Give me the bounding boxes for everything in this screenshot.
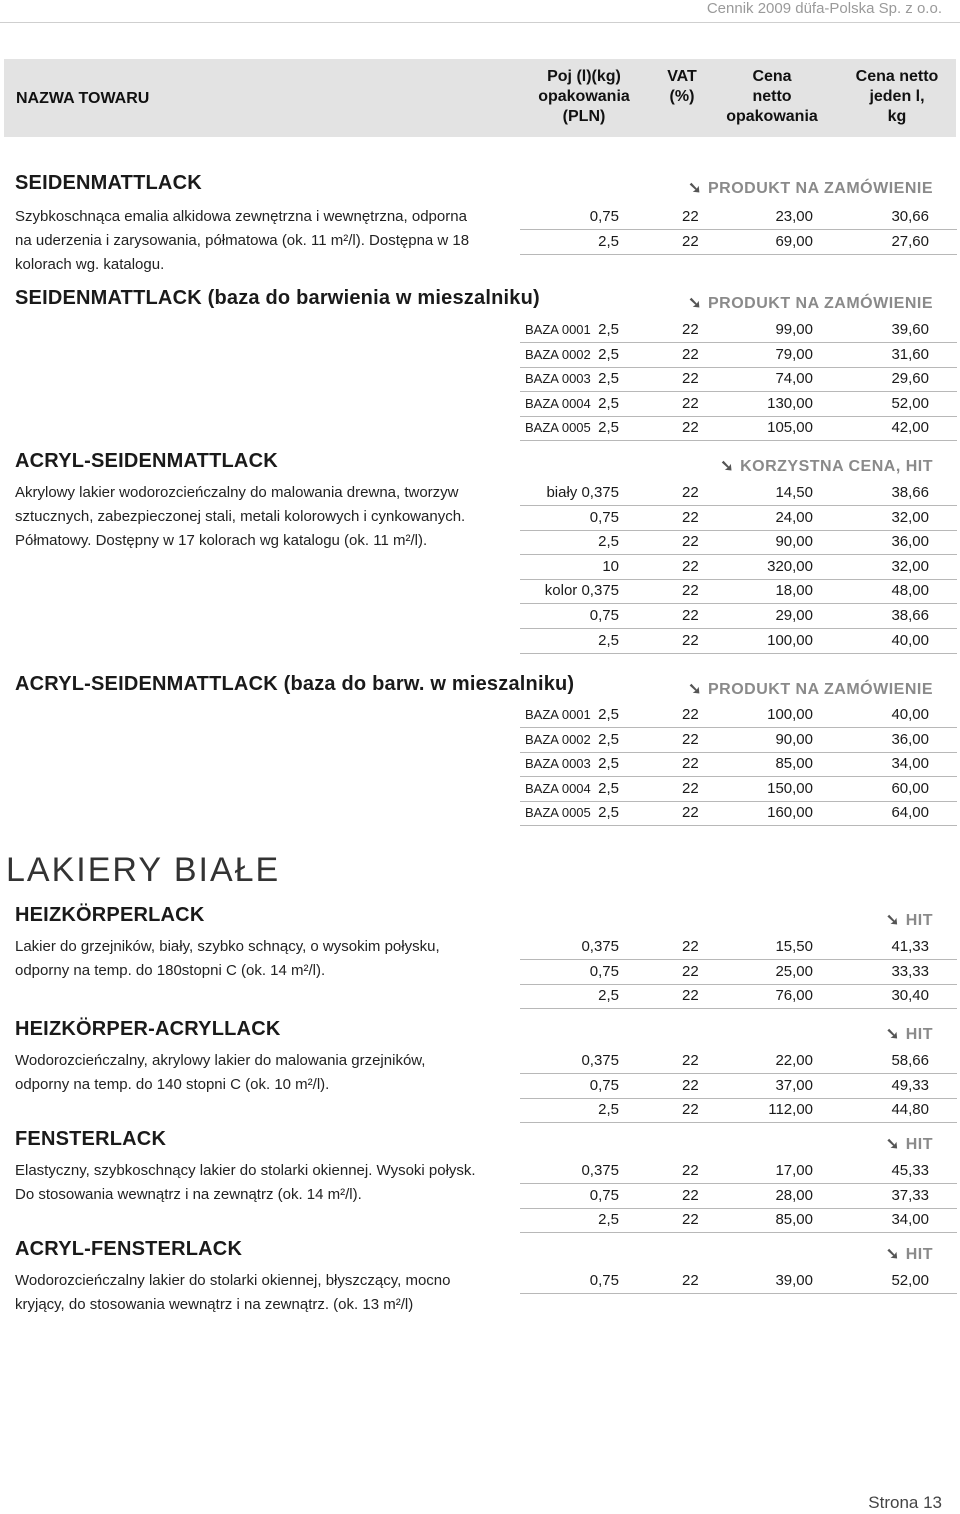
- arrow-down-right-icon: ➘: [688, 295, 702, 312]
- price-row: [520, 230, 957, 255]
- cell-price: 112,00: [768, 1101, 813, 1119]
- arrow-down-right-icon: ➘: [885, 1026, 900, 1043]
- product-description: [15, 935, 440, 983]
- cell-vat: 22: [682, 1076, 699, 1094]
- cell-volume: 2,5: [598, 779, 619, 797]
- section-title: ACRYL-SEIDENMATTLACK: [15, 450, 278, 472]
- variant-label: BAZA 0004: [525, 395, 591, 411]
- price-row: [520, 506, 957, 531]
- variant-label: BAZA 0002: [525, 731, 591, 747]
- th-poj-line: (PLN): [562, 108, 606, 125]
- th-cena-line: Cena: [752, 68, 792, 85]
- price-row: [520, 530, 957, 555]
- cell-price: 85,00: [775, 1211, 813, 1229]
- cell-volume: 2,5: [598, 1211, 619, 1229]
- cell-volume: 0,75: [589, 1272, 619, 1289]
- price-row: [520, 935, 957, 960]
- cell-price: 100,00: [767, 631, 813, 649]
- price-row: [520, 205, 957, 230]
- section-title: FENSTERLACK: [15, 1128, 167, 1150]
- top-rule: [0, 22, 960, 23]
- cell-price-per-unit: 33,33: [891, 962, 929, 980]
- cell-volume: 2,5: [598, 755, 619, 773]
- th-vat-line: (%): [669, 88, 695, 105]
- cell-price-per-unit: 31,60: [891, 345, 929, 363]
- arrow-down-right-icon: ➘: [688, 681, 702, 698]
- cell-vat: 22: [682, 345, 699, 363]
- cell-volume: 2,5: [598, 232, 619, 250]
- price-row: [520, 801, 957, 826]
- product-tag-label: HIT: [905, 1246, 933, 1263]
- cell-price: 85,00: [775, 755, 813, 773]
- cell-price-per-unit: 39,60: [891, 321, 929, 338]
- price-row: [520, 752, 957, 777]
- product-tag: [688, 178, 933, 198]
- price-row: [520, 984, 957, 1009]
- header-caption: Cennik 2009 düfa-Polska Sp. z o.o.: [706, 0, 942, 17]
- product-tag: [886, 1134, 933, 1154]
- description-line: na uderzenia i zarysowania, półmatowa (ok. 11 m²/l). Dostępna w 18: [15, 232, 470, 249]
- product-tag-label: HIT: [905, 1136, 933, 1153]
- cell-price-per-unit: 34,00: [891, 1211, 929, 1229]
- price-row: [520, 318, 957, 343]
- cell-volume: 2,5: [598, 730, 619, 748]
- product-description: [15, 205, 469, 277]
- th-cena-line: opakowania: [726, 108, 818, 125]
- price-row: [520, 555, 957, 580]
- cell-price: 29,00: [775, 607, 813, 624]
- cell-vat: 22: [682, 1186, 699, 1204]
- product-tag-label: HIT: [905, 912, 933, 929]
- variant-label: BAZA 0004: [525, 780, 591, 796]
- th-cena-kg-line: jeden l,: [869, 88, 925, 105]
- price-row: [520, 960, 957, 985]
- cell-price-per-unit: 29,60: [891, 370, 929, 388]
- cell-vat: 22: [682, 208, 699, 225]
- cell-volume: 0,375: [581, 938, 619, 955]
- description-line: kolorach wg. katalogu.: [15, 256, 165, 273]
- cell-price: 22,00: [775, 1052, 813, 1069]
- th-cena-line: netto: [752, 88, 792, 105]
- product-description: [15, 481, 465, 553]
- cell-price: 90,00: [775, 730, 813, 748]
- price-row: [520, 604, 957, 629]
- cell-price-per-unit: 42,00: [891, 419, 929, 437]
- cell-vat: 22: [682, 1211, 699, 1229]
- cell-volume: biały 0,375: [546, 484, 619, 501]
- description-line: Akrylowy lakier wodorozcieńczalny do malowania drewna, tworzyw: [15, 484, 459, 501]
- variant-label: BAZA 0001: [525, 707, 591, 722]
- cell-price: 39,00: [775, 1272, 813, 1289]
- product-tag-label: PRODUKT NA ZAMÓWIENIE: [707, 180, 933, 197]
- cell-volume: 2,5: [598, 987, 619, 1005]
- cell-price: 79,00: [775, 345, 813, 363]
- cell-vat: 22: [682, 533, 699, 551]
- price-row: [520, 367, 957, 392]
- cell-price: 17,00: [775, 1162, 813, 1179]
- price-row: [520, 343, 957, 368]
- cell-price: 100,00: [767, 706, 813, 723]
- cell-price-per-unit: 52,00: [891, 394, 929, 412]
- cell-price: 150,00: [767, 779, 813, 797]
- cell-price-per-unit: 37,33: [891, 1186, 929, 1204]
- cell-vat: 22: [682, 370, 699, 388]
- cell-price-per-unit: 44,80: [891, 1101, 929, 1119]
- cell-vat: 22: [682, 394, 699, 412]
- cell-price: 18,00: [775, 582, 813, 600]
- cell-volume: 0,75: [589, 1076, 619, 1094]
- cell-price-per-unit: 32,00: [891, 508, 929, 526]
- product-description: [15, 1269, 450, 1317]
- cell-price: 23,00: [775, 208, 813, 225]
- th-cena-kg: [840, 67, 954, 127]
- cell-price: 130,00: [767, 394, 813, 412]
- cell-vat: 22: [682, 1052, 699, 1069]
- cell-price-per-unit: 48,00: [891, 582, 929, 600]
- price-row: [520, 392, 957, 417]
- variant-label: BAZA 0005: [525, 805, 591, 821]
- variant-label: BAZA 0001: [525, 322, 591, 337]
- product-tag-label: PRODUKT NA ZAMÓWIENIE: [707, 681, 933, 698]
- description-line: Do stosowania wewnątrz i na zewnątrz (ok. 14 m²/l).: [15, 1186, 362, 1203]
- cell-vat: 22: [682, 938, 699, 955]
- cell-price: 90,00: [775, 533, 813, 551]
- cell-price-per-unit: 30,66: [891, 208, 929, 225]
- description-line: odporny na temp. do 140 stopni C (ok. 10 m²/l).: [15, 1076, 330, 1093]
- price-row: [520, 1074, 957, 1099]
- arrow-down-right-icon: ➘: [885, 912, 900, 929]
- price-row: [520, 1049, 957, 1074]
- cell-vat: 22: [682, 730, 699, 748]
- description-line: odporny na temp. do 180stopni C (ok. 14 m²/l).: [15, 962, 326, 979]
- description-line: Półmatowy. Dostępny w 17 kolorach wg katalogu (ok. 11 m²/l).: [15, 532, 428, 549]
- cell-volume: 0,75: [589, 962, 619, 980]
- cell-volume: 2,5: [598, 804, 619, 822]
- cell-price-per-unit: 52,00: [891, 1272, 929, 1289]
- cell-vat: 22: [682, 706, 699, 723]
- cell-price: 99,00: [775, 321, 813, 338]
- cell-price-per-unit: 38,66: [891, 484, 929, 501]
- section-title: HEIZKÖRPER-ACRYLLACK: [15, 1018, 281, 1040]
- cell-vat: 22: [682, 557, 699, 575]
- cell-price: 160,00: [767, 804, 813, 822]
- cell-vat: 22: [682, 962, 699, 980]
- cell-price-per-unit: 64,00: [891, 804, 929, 822]
- cell-vat: 22: [682, 631, 699, 649]
- description-line: sztucznych, zabezpieczonej stali, metali kolorowych i cynkowanych.: [15, 508, 466, 525]
- description-line: Lakier do grzejników, biały, szybko schnący, o wysokim połysku,: [15, 938, 440, 955]
- variant-label: BAZA 0005: [525, 420, 591, 436]
- product-tag: [886, 1244, 933, 1264]
- cell-vat: 22: [682, 582, 699, 600]
- cell-price: 320,00: [767, 557, 813, 575]
- cell-price-per-unit: 38,66: [891, 607, 929, 624]
- cell-price: 37,00: [775, 1076, 813, 1094]
- product-description: [15, 1049, 425, 1097]
- category-title: LAKIERY BIAŁE: [6, 851, 281, 889]
- th-vat: [654, 67, 710, 107]
- cell-volume: 2,5: [598, 321, 619, 338]
- price-row: [520, 728, 957, 753]
- cell-price: 28,00: [775, 1186, 813, 1204]
- cell-vat: 22: [682, 484, 699, 501]
- cell-price: 69,00: [775, 232, 813, 250]
- section-title: SEIDENMATTLACK (baza do barwienia w mieszalniku): [15, 287, 540, 309]
- cell-price: 105,00: [767, 419, 813, 437]
- cell-volume: 2,5: [598, 533, 619, 551]
- product-tag: [720, 456, 933, 476]
- th-cena: [710, 67, 834, 127]
- price-row: [520, 481, 957, 506]
- price-row: [520, 579, 957, 604]
- price-row: [520, 629, 957, 654]
- cell-volume: 2,5: [598, 345, 619, 363]
- cell-vat: 22: [682, 321, 699, 338]
- cell-volume: 2,5: [598, 370, 619, 388]
- cell-volume: 0,75: [589, 607, 619, 624]
- cell-price-per-unit: 41,33: [891, 938, 929, 955]
- price-row: [520, 1159, 957, 1184]
- variant-label: BAZA 0003: [525, 756, 591, 772]
- cell-volume: kolor 0,375: [544, 582, 619, 600]
- cell-vat: 22: [682, 779, 699, 797]
- cell-price: 15,50: [775, 938, 813, 955]
- th-poj: [524, 67, 644, 127]
- price-row: [520, 1208, 957, 1233]
- cell-vat: 22: [682, 232, 699, 250]
- cell-price-per-unit: 49,33: [891, 1076, 929, 1094]
- arrow-down-right-icon: ➘: [885, 1136, 900, 1153]
- th-poj-line: Poj (l)(kg): [547, 68, 621, 85]
- price-row: [520, 703, 957, 728]
- product-tag: [688, 293, 933, 313]
- cell-volume: 10: [602, 557, 619, 575]
- price-row: [520, 1269, 957, 1294]
- cell-volume: 0,75: [589, 508, 619, 526]
- description-line: Wodorozcieńczalny lakier do stolarki okiennej, błyszczący, mocno: [15, 1272, 451, 1289]
- cell-vat: 22: [682, 1272, 699, 1289]
- cell-vat: 22: [682, 508, 699, 526]
- cell-price-per-unit: 36,00: [891, 533, 929, 551]
- price-row: [520, 416, 957, 441]
- cell-vat: 22: [682, 607, 699, 624]
- cell-vat: 22: [682, 419, 699, 437]
- product-tag: [688, 679, 933, 699]
- description-line: Wodorozcieńczalny, akrylowy lakier do malowania grzejników,: [15, 1052, 426, 1069]
- cell-volume: 2,5: [598, 419, 619, 437]
- page-number: Strona 13: [868, 1493, 942, 1512]
- variant-label: BAZA 0003: [525, 371, 591, 387]
- cell-price-per-unit: 58,66: [891, 1052, 929, 1069]
- cell-price: 76,00: [775, 987, 813, 1005]
- cell-volume: 0,75: [589, 208, 619, 225]
- cell-price-per-unit: 27,60: [891, 232, 929, 250]
- cell-price-per-unit: 40,00: [891, 706, 929, 723]
- cell-volume: 2,5: [598, 706, 619, 723]
- cell-volume: 2,5: [598, 394, 619, 412]
- cell-price-per-unit: 34,00: [891, 755, 929, 773]
- cell-vat: 22: [682, 804, 699, 822]
- product-description: [15, 1159, 476, 1207]
- cell-price: 74,00: [775, 370, 813, 388]
- arrow-down-right-icon: ➘: [688, 180, 702, 197]
- arrow-down-right-icon: ➘: [720, 458, 735, 475]
- cell-vat: 22: [682, 1162, 699, 1179]
- description-line: Elastyczny, szybkoschnący lakier do stolarki okiennej. Wysoki połysk.: [15, 1162, 476, 1179]
- th-cena-kg-line: kg: [887, 108, 907, 125]
- cell-price: 25,00: [775, 962, 813, 980]
- product-tag: [886, 1024, 933, 1044]
- cell-volume: 0,375: [581, 1162, 619, 1179]
- cell-vat: 22: [682, 1101, 699, 1119]
- cell-volume: 2,5: [598, 631, 619, 649]
- th-cena-kg-line: Cena netto: [855, 68, 939, 85]
- cell-volume: 0,375: [581, 1052, 619, 1069]
- cell-price-per-unit: 45,33: [891, 1162, 929, 1179]
- price-row: [520, 1184, 957, 1209]
- table-header: [4, 59, 956, 137]
- cell-vat: 22: [682, 987, 699, 1005]
- th-poj-line: opakowania: [538, 88, 630, 105]
- cell-volume: 0,75: [589, 1186, 619, 1204]
- cell-price-per-unit: 40,00: [891, 631, 929, 649]
- product-tag: [886, 910, 933, 930]
- th-vat-line: VAT: [667, 68, 697, 85]
- section-title: ACRYL-FENSTERLACK: [15, 1238, 243, 1260]
- product-tag-label: KORZYSTNA CENA, HIT: [740, 458, 933, 475]
- product-tag-label: PRODUKT NA ZAMÓWIENIE: [707, 295, 933, 312]
- cell-price-per-unit: 32,00: [891, 557, 929, 575]
- cell-price-per-unit: 36,00: [891, 730, 929, 748]
- cell-price: 14,50: [775, 484, 813, 501]
- cell-vat: 22: [682, 755, 699, 773]
- section-title: ACRYL-SEIDENMATTLACK (baza do barw. w mieszalniku): [15, 673, 575, 695]
- arrow-down-right-icon: ➘: [885, 1246, 900, 1263]
- section-title: SEIDENMATTLACK: [15, 172, 202, 194]
- cell-price-per-unit: 30,40: [891, 987, 929, 1005]
- th-name: NAZWA TOWARU: [16, 90, 150, 107]
- price-row: [520, 1098, 957, 1123]
- variant-label: BAZA 0002: [525, 346, 591, 362]
- section-title: HEIZKÖRPERLACK: [15, 904, 205, 926]
- product-tag-label: HIT: [905, 1026, 933, 1043]
- description-line: kryjący, do stosowania wewnątrz i na zewnątrz. (ok. 13 m²/l): [15, 1296, 414, 1313]
- cell-price-per-unit: 60,00: [891, 779, 929, 797]
- description-line: Szybkoschnąca emalia alkidowa zewnętrzna i wewnętrzna, odporna: [15, 208, 467, 225]
- cell-volume: 2,5: [598, 1101, 619, 1119]
- price-row: [520, 777, 957, 802]
- cell-price: 24,00: [775, 508, 813, 526]
